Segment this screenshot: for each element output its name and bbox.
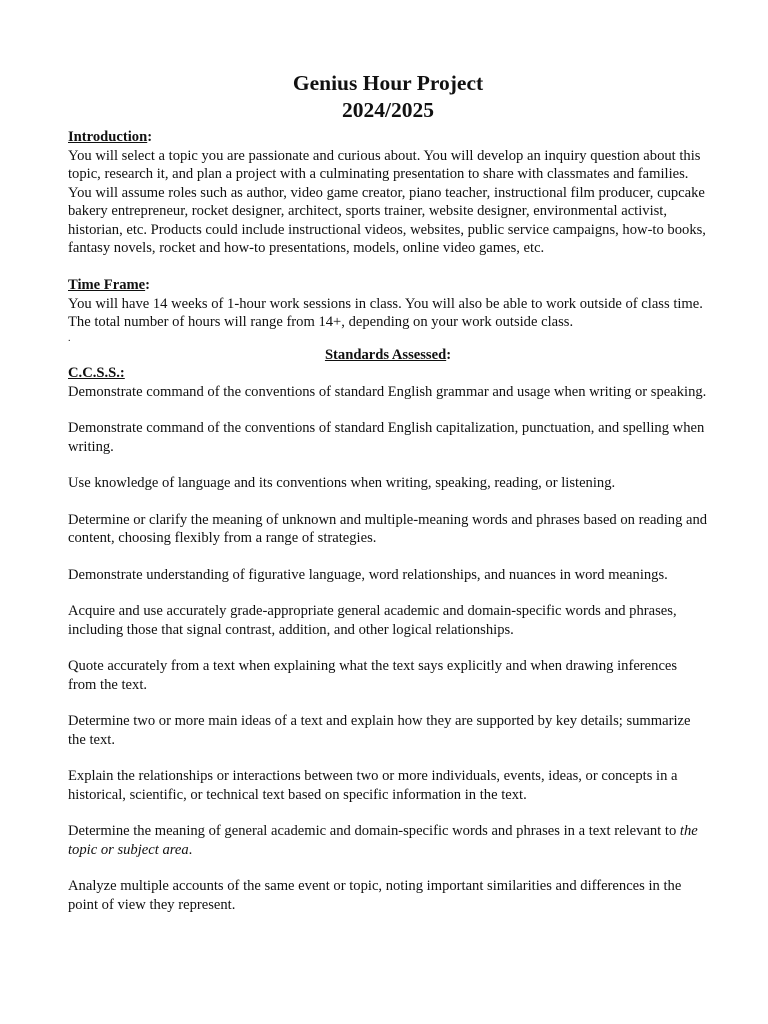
introduction-heading [68, 128, 708, 147]
standard-item: Explain the relationships or interactions between two or more individuals, events, ideas, or concepts in a historical, scientific, or technical text based on specific information in the text. [68, 768, 678, 803]
standards-heading [68, 346, 708, 365]
introduction-heading-colon: : [147, 129, 153, 145]
standard-item-11: Analyze multiple accounts of the same event or topic, noting important similarities and differences in the point of view they represent. [68, 878, 682, 913]
time-frame-heading [68, 276, 708, 295]
standard-item-10-period: . [188, 841, 193, 858]
ccss-heading-label: C.C.S.S.: [68, 365, 125, 381]
standard-item: Demonstrate understanding of figurative language, word relationships, and nuances in word meanings. [68, 566, 668, 583]
time-frame-text: You will have 14 weeks of 1-hour work sessions in class. You will also be able to work outside of class time. The total number of hours will range from 14+, depending on your work outside class. [68, 295, 703, 330]
standard-item: Use knowledge of language and its conventions when writing, speaking, reading, or listening. [68, 475, 616, 491]
introduction-text: You will select a topic you are passionate and curious about. You will develop an inquiry question about this topic, research it, and plan a project with a culminating presentation to share with classmates and families. You will assume roles such as author, video game creator, piano teacher, instructional film producer, cupcake bakery entrepreneur, rocket designer, architect, sports trainer, website designer, environmental activist, historian, etc. Products could include instructional videos, websites, public service campaigns, how-to books, fantasy novels, rocket and how-to presentations, models, online video games, etc. [68, 147, 706, 256]
time-frame-heading-colon: : [145, 277, 151, 293]
stray-period: . [68, 332, 71, 344]
standard-item: Determine two or more main ideas of a text and explain how they are supported by key details; summarize the text. [68, 713, 691, 748]
standard-item: Determine or clarify the meaning of unknown and multiple-meaning words and phrases based on reading and content, choosing flexibly from a range of strategies. [68, 511, 708, 546]
standard-item: Quote accurately from a text when explaining what the text says explicitly and when drawing inferences from the text. [68, 658, 678, 693]
standards-heading-label: Standards Assessed [324, 346, 447, 363]
standard-item-10-italic: the topic or subject area [68, 823, 698, 858]
school-year: 2024/2025 [342, 98, 434, 122]
standard-item: Demonstrate command of the conventions of standard English capitalization, punctuation, and spelling when writing. [68, 420, 705, 455]
standard-item: Acquire and use accurately grade-appropriate general academic and domain-specific words and phrases, including those that signal contrast, addition, and other logical relationships. [68, 603, 677, 638]
standards-heading-colon: : [446, 346, 452, 363]
ccss-heading [68, 364, 708, 383]
time-frame-heading-label: Time Frame [68, 277, 146, 293]
document-title: Genius Hour Project [292, 71, 484, 95]
document-page [68, 70, 708, 932]
introduction-heading-label: Introduction [68, 129, 148, 145]
standard-item-10-text: Determine the meaning of general academic and domain-specific words and phrases in a text relevant to [68, 823, 680, 839]
standard-item-10 [68, 822, 708, 859]
spacer [68, 258, 708, 277]
standard-item: Demonstrate command of the conventions of standard English grammar and usage when writing or speaking. [68, 383, 707, 400]
